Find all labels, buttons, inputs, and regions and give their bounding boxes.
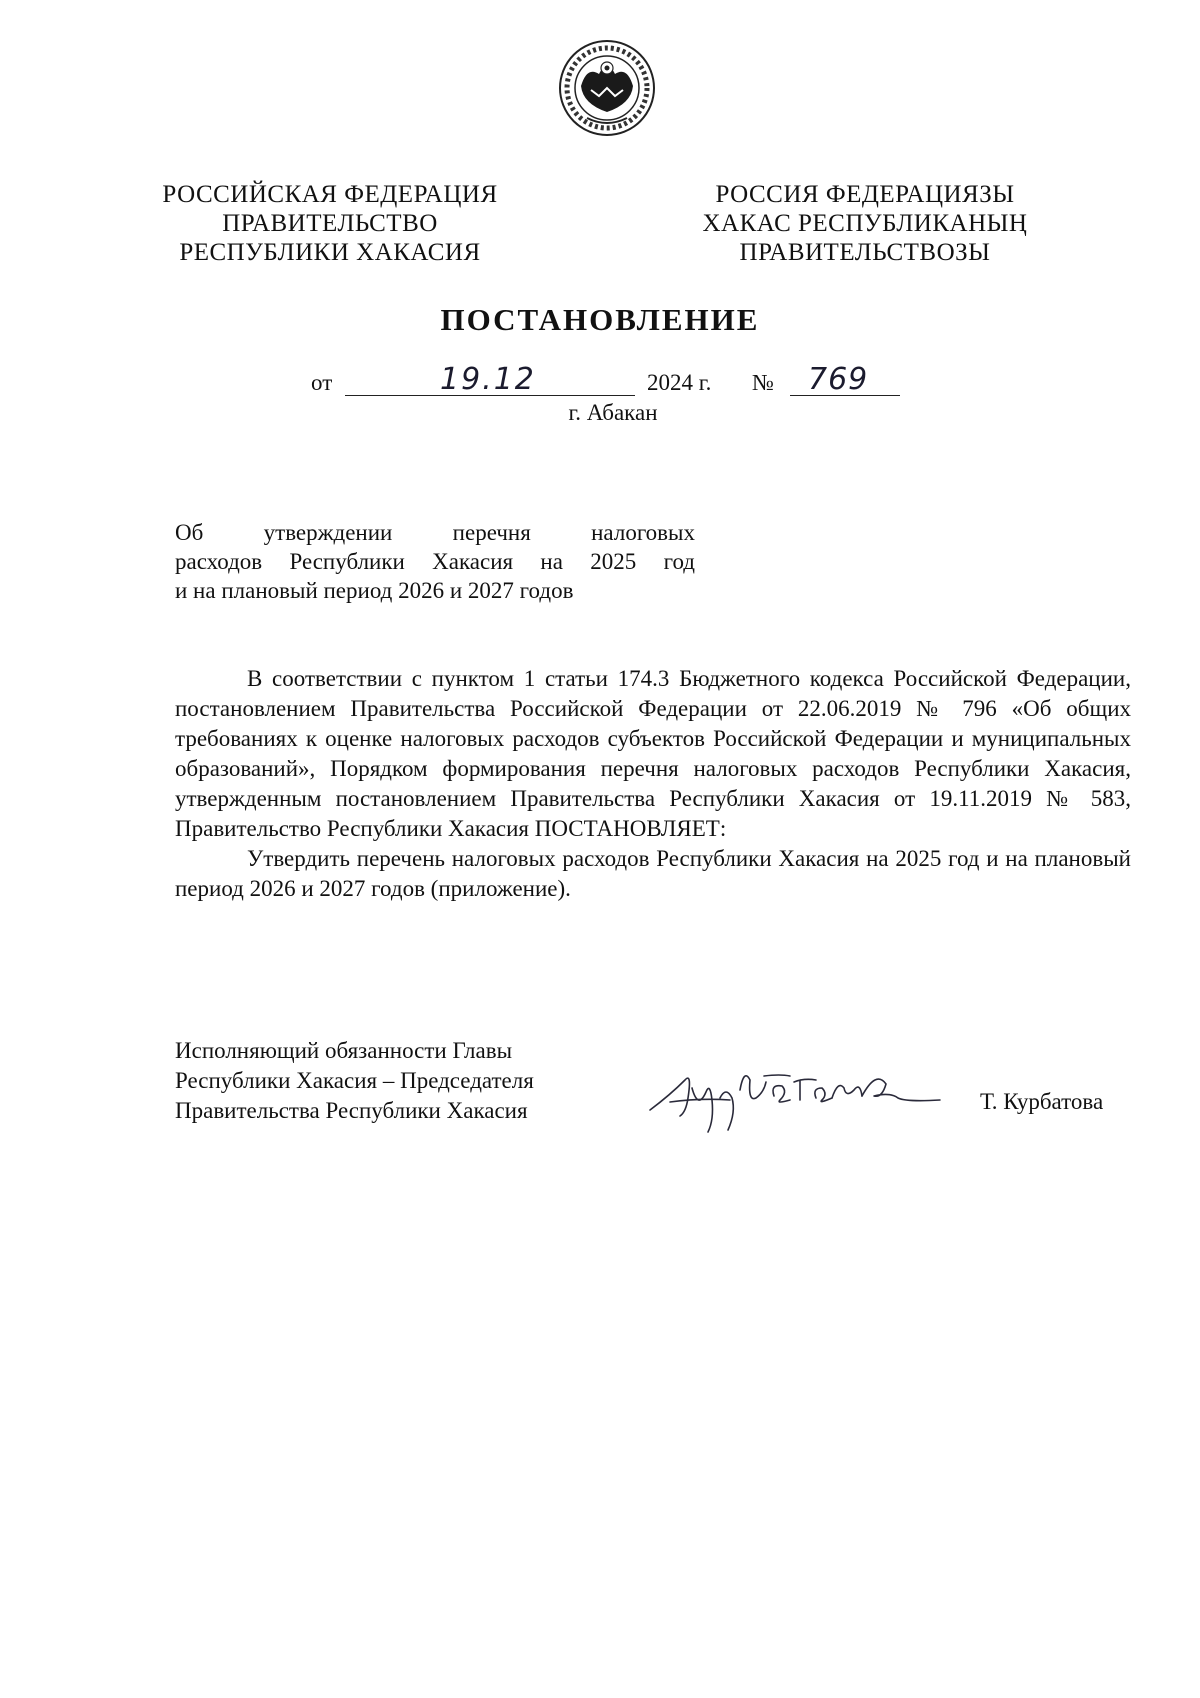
- header-right-line: ХАКАС РЕСПУБЛИКАНЫҢ: [702, 210, 1028, 237]
- city: г. Абакан: [568, 400, 658, 425]
- header-khakas: [690, 180, 1040, 267]
- handwritten-signature: [640, 1040, 950, 1140]
- city-line: [0, 400, 1200, 426]
- document-subject: [175, 518, 695, 605]
- header-right-line: РОССИЯ ФЕДЕРАЦИЯЗЫ: [715, 181, 1015, 208]
- subject-line: и на плановый период 2026 и 2027 годов: [175, 578, 574, 603]
- handwritten-number: 769: [808, 362, 869, 397]
- body-paragraph: В соответствии с пунктом 1 статьи 174.3 Бюджетного кодекса Российской Федерации, постановлением Правительства Российской Федерации от 22.06.2019 № 796 «Об общих требованиях к оценке налоговых расходов субъектов Российской Федерации и муниципальных образований», Порядком формирования перечня налоговых расходов Республики Хакасия, утвержденным постановлением Правительства Республики Хакасия от 19.11.2019 № 583, Правительство Республики Хакасия ПОСТАНОВЛЯЕТ:: [175, 666, 1131, 841]
- body-paragraph: Утвердить перечень налоговых расходов Республики Хакасия на 2025 год и на плановый период 2026 и 2027 годов (приложение).: [175, 846, 1131, 901]
- header-left-line: ПРАВИТЕЛЬСТВО: [222, 210, 438, 237]
- position-line: Исполняющий обязанности Главы: [175, 1038, 513, 1063]
- header-left-line: РЕСПУБЛИКИ ХАКАСИЯ: [179, 239, 481, 266]
- date-year: 2024 г.: [647, 370, 712, 395]
- subject-line: расходов Республики Хакасия на 2025 год: [175, 549, 695, 574]
- header-left-line: РОССИЙСКАЯ ФЕДЕРАЦИЯ: [162, 181, 498, 208]
- subject-line: Об утверждении перечня налоговых: [175, 520, 695, 545]
- position-line: Республики Хакасия – Председателя: [175, 1068, 534, 1093]
- header-right-line: ПРАВИТЕЛЬСТВОЗЫ: [739, 239, 991, 266]
- date-prefix: от: [311, 370, 333, 395]
- number-label: №: [752, 370, 774, 395]
- document-title: ПОСТАНОВЛЕНИЕ: [440, 302, 760, 337]
- signatory-position: [175, 1036, 534, 1126]
- header-russian: [160, 180, 500, 267]
- signatory-name: Т. Курбатова: [980, 1089, 1104, 1114]
- document-body: [175, 664, 1131, 904]
- position-line: Правительства Республики Хакасия: [175, 1098, 528, 1123]
- coat-of-arms-emblem-icon: [557, 38, 657, 138]
- handwritten-date: 19.12: [440, 362, 536, 397]
